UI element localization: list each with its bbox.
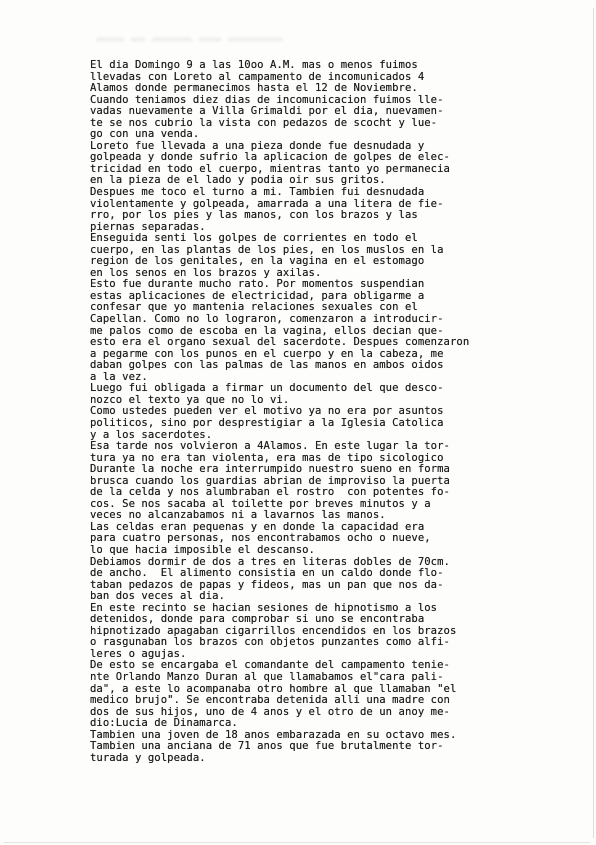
text-line: Despues me toco el turno a mi. Tambien fui desnudada (90, 186, 425, 199)
text-line: rro, por los pies y las manos, con los brazos y las (90, 209, 418, 222)
text-line: nozco el texto ya que no lo vi. (90, 393, 290, 406)
text-line: En este recinto se hacian sesiones de hipnotismo a los (90, 601, 438, 614)
text-line: Tambien una anciana de 71 anos que fue brutalmente tor- (90, 740, 444, 753)
text-line: hipnotizado apagaban cigarrillos encendidos en los brazos (90, 624, 457, 637)
text-line: en la pieza de el lado y podia oir sus gritos. (90, 174, 386, 187)
text-line: Capellan. Como no lo lograron, comenzaron a introducir- (90, 313, 444, 326)
text-line: politicos, sino por desprestigiar a la Iglesia Catolica (90, 416, 444, 429)
text-line: a pegarme con los punos en el cuerpo y en la cabeza, me (90, 347, 444, 360)
text-line: a la vez. (90, 370, 148, 383)
text-line: golpeada y donde sufrio la aplicacion de golpes de elec- (90, 151, 450, 164)
page-edge (4, 842, 590, 843)
text-line: llevadas con Loreto al campamento de incomunicados 4 (90, 70, 425, 83)
text-line: para cuatro personas, nos encontrabamos ocho o nueve, (90, 532, 431, 545)
text-line: El dia Domingo 9 a las 10oo A.M. mas o menos fuimos (90, 59, 418, 71)
text-line: taban pedazos de papas y fideos, mas un pan que nos da- (90, 578, 444, 591)
text-line: cuerpo, en las plantas de los pies, en los muslos en la (90, 243, 444, 256)
text-line: violentamente y golpeada, amarrada a una litera de fie- (90, 197, 444, 210)
text-line: Esto fue durante mucho rato. Por momentos suspendian (90, 278, 425, 291)
text-line: region de los genitales, en la vagina en el estomago (90, 255, 425, 268)
text-line: lo que hacia imposible el descanso. (90, 543, 315, 556)
text-line: Enseguida senti los golpes de corrientes en todo el (90, 232, 418, 245)
text-line: da", a este lo acompanaba otro hombre al que llamaban "el (90, 682, 457, 695)
text-line: nte Orlando Manzo Duran al que llamabamos el"cara pali- (90, 670, 444, 683)
text-line: Loreto fue llevada a una pieza donde fue desnudada y (90, 139, 425, 152)
text-line: Esa tarde nos volvieron a 4Alamos. En este lugar la tor- (90, 440, 450, 453)
text-line: medico brujo". Se encontraba detenida alli una madre con (90, 694, 450, 707)
text-line: Debiamos dormir de dos a tres en literas dobles de 70cm. (90, 555, 450, 568)
text-line: turada y golpeada. (90, 751, 206, 764)
text-line: en los senos en los brazos y axilas. (90, 266, 322, 279)
text-line: Durante la noche era interrumpido nuestro sueno en forma (90, 463, 450, 476)
text-line: de la celda y nos alumbraban el rostro con potentes fo- (90, 486, 450, 499)
text-line: estas aplicaciones de electricidad, para obligarme a (90, 289, 425, 302)
text-line: dos de sus hijos, uno de 4 anos y el otro de un anoy me- (90, 705, 450, 718)
text-line: detenidos, donde para comprobar si uno se encontraba (90, 613, 425, 626)
text-line: brusca cuando los guardias abrian de improviso la puerta (90, 474, 450, 487)
text-line: me palos como de escoba en la vagina, ellos decian que- (90, 324, 444, 337)
text-line: Las celdas eran pequenas y en donde la capacidad era (90, 520, 425, 533)
text-line: Como ustedes pueden ver el motivo ya no era por asuntos (90, 405, 444, 418)
text-line: vadas nuevamente a Villa Grimaldi por el dia, nuevamen- (90, 105, 444, 118)
text-line: tricidad en todo el cuerpo, mientras tanto yo permanecia (90, 162, 450, 175)
text-line: dio:Lucia de Dinamarca. (90, 717, 238, 730)
text-line: cos. Se nos sacaba al toilette por breves minutos y a (90, 497, 431, 510)
text-line: tura ya no era tan violenta, era mas de tipo sicologico (90, 451, 444, 464)
text-line: daban golpes con las palmas de las manos en ambos oidos (90, 359, 444, 372)
text-line: veces no alcanzabamos ni a lavarnos las manos. (90, 509, 386, 522)
page-edge (593, 8, 594, 838)
text-line: confesar que yo mantenia relaciones sexuales con el (90, 301, 418, 314)
text-line: esto era el organo sexual del sacerdote. Despues comenzaron (90, 336, 470, 349)
show-through-marks (96, 30, 326, 44)
text-line: de ancho. El alimento consistia en un caldo donde flo- (90, 567, 444, 580)
text-line: o rasgunaban los brazos con objetos punzantes como alfi- (90, 636, 450, 649)
text-line: ban dos veces al dia. (90, 590, 225, 603)
text-line: te se nos cubrio la vista con pedazos de scocht y lue- (90, 116, 438, 129)
typewritten-text (90, 60, 530, 764)
text-line: y a los sacerdotes. (90, 428, 213, 441)
text-line: Cuando teniamos diez dias de incomunicacion fuimos lle- (90, 93, 444, 106)
text-line: go con una venda. (90, 128, 200, 141)
text-line: Tambien una joven de 18 anos embarazada en su octavo mes. (90, 728, 457, 741)
text-line: De esto se encargaba el comandante del campamento tenie- (90, 659, 450, 672)
text-line: Luego fui obligada a firmar un documento del que desco- (90, 382, 444, 395)
text-line: leres o agujas. (90, 647, 187, 660)
text-line: Alamos donde permanecimos hasta el 12 de Noviembre. (90, 82, 418, 95)
text-line: piernas separadas. (90, 220, 206, 233)
